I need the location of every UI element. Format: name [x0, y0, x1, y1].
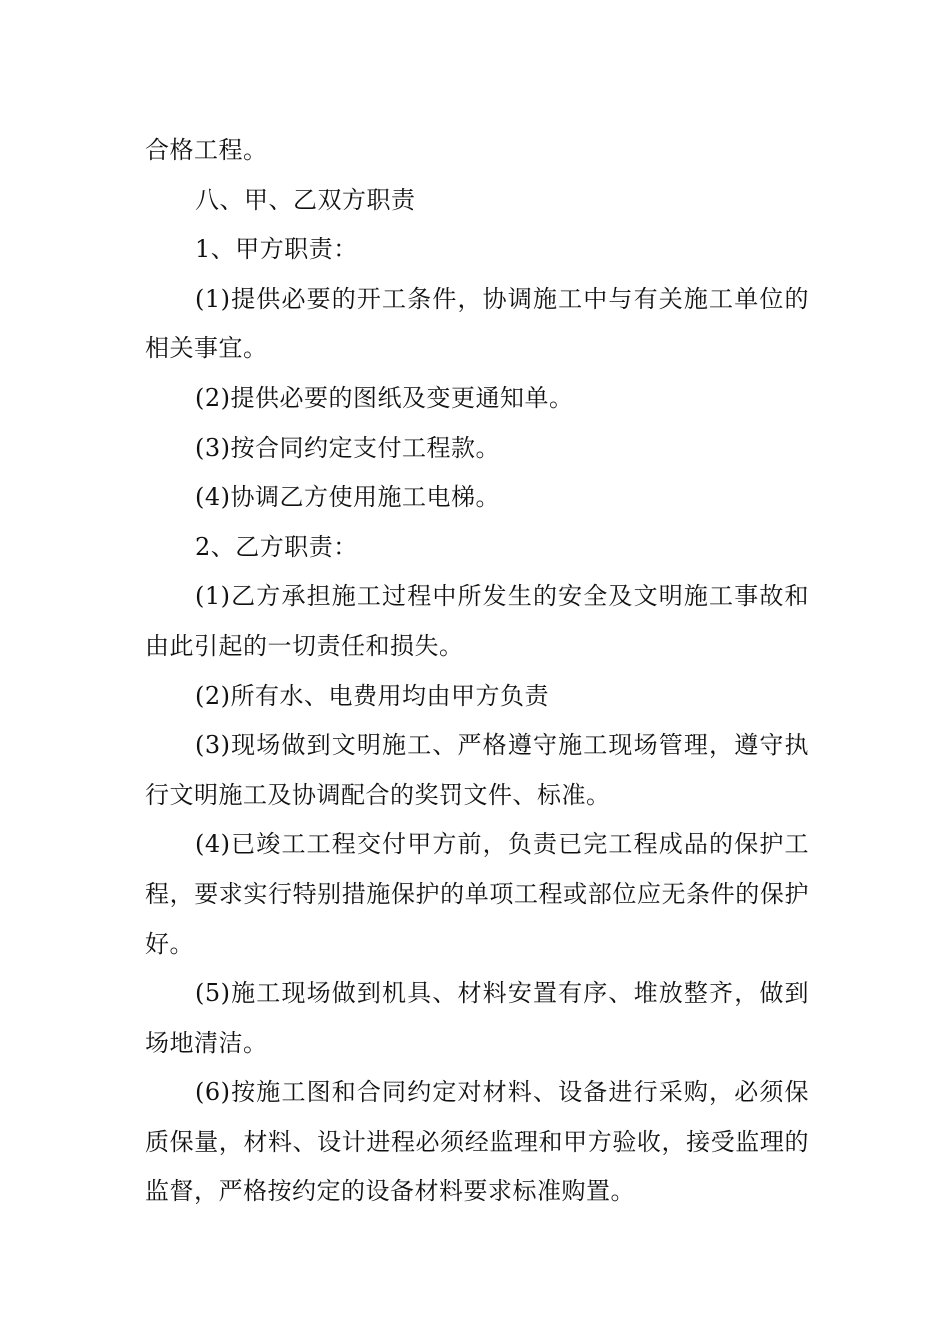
paragraph-party-b-item-6: (6)按施工图和合同约定对材料、设备进行采购，必须保质保量，材料、设计进程必须经监理和甲方验收，接受监理的监督，严格按约定的设备材料要求标准购置。: [145, 1078, 809, 1206]
paragraph-party-a-item-4: (4)协调乙方使用施工电梯。: [195, 483, 500, 512]
paragraph-party-b-item-5: (5)施工现场做到机具、材料安置有序、堆放整齐，做到场地清洁。: [145, 979, 809, 1057]
paragraph-party-b-item-4: (4)已竣工工程交付甲方前，负责已完工程成品的保护工程，要求实行特别措施保护的单项工程或部位应无条件的保护好。: [145, 830, 809, 958]
paragraph-party-a-item-1: (1)提供必要的开工条件，协调施工中与有关施工单位的相关事宜。: [145, 284, 809, 363]
paragraph-party-b-item-1: (1)乙方承担施工过程中所发生的安全及文明施工事故和由此引起的一切责任和损失。: [145, 582, 809, 660]
paragraph-party-b-item-2: (2)所有水、电费用均由甲方负责: [195, 681, 549, 710]
paragraph-party-b-item-3: (3)现场做到文明施工、严格遵守施工现场管理，遵守执行文明施工及协调配合的奖罚文件、标准。: [145, 731, 809, 809]
paragraph-continuation: 合格工程。: [145, 136, 268, 164]
section-heading-responsibilities: 八、甲、乙双方职责: [195, 185, 416, 214]
subheading-party-a: 1、甲方职责：: [195, 235, 358, 264]
paragraph-party-a-item-3: (3)按合同约定支付工程款。: [195, 433, 500, 462]
paragraph-party-a-item-2: (2)提供必要的图纸及变更通知单。: [195, 383, 574, 412]
subheading-party-b: 2、乙方职责：: [195, 532, 358, 561]
document-body: [145, 126, 809, 1217]
